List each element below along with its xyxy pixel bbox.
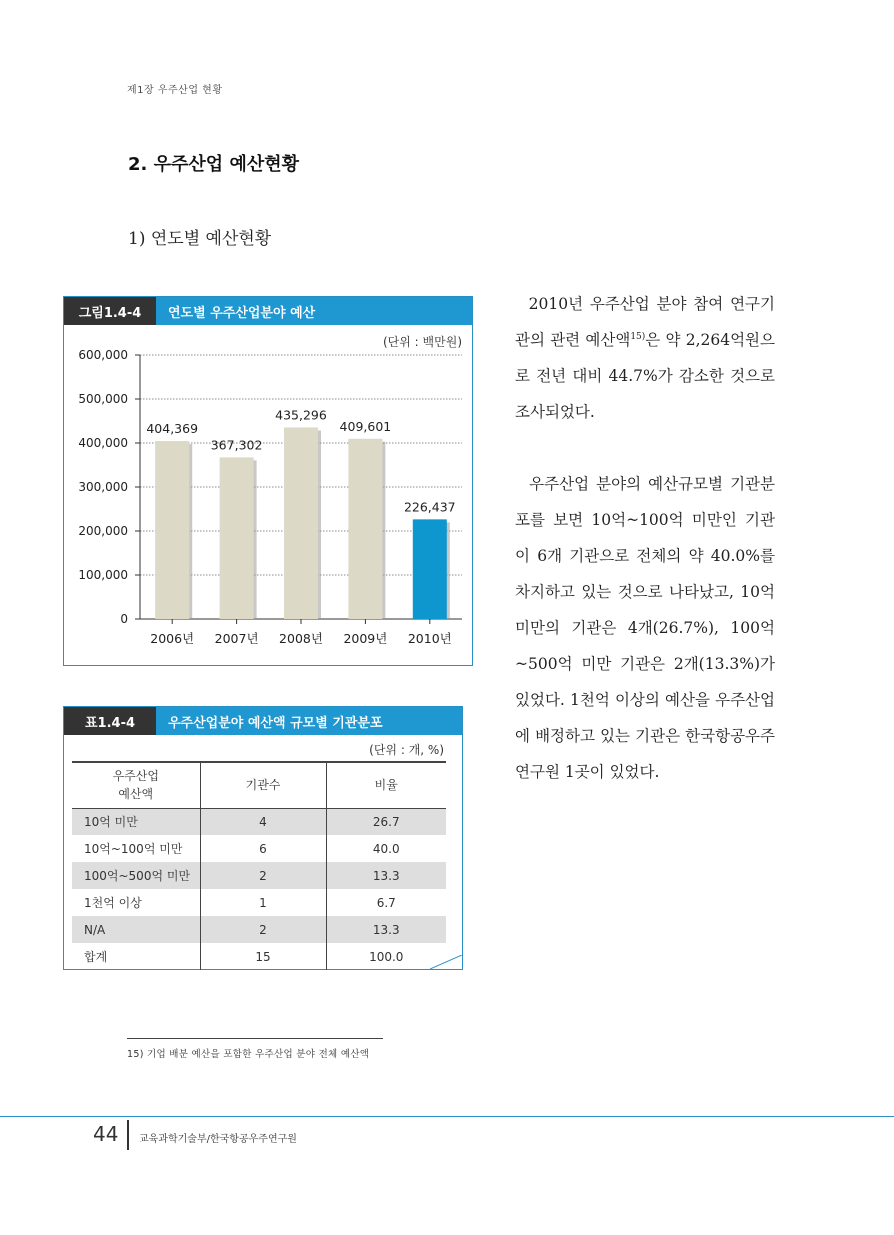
header-budget-line1: 우주산업 xyxy=(112,769,159,784)
y-tick-label: 100,000 xyxy=(78,568,128,582)
header-ratio: 비율 xyxy=(326,762,446,808)
footnote: 15) 기업 배분 예산을 포함한 우주산업 분야 전체 예산액 xyxy=(127,1049,370,1060)
footer-rule xyxy=(0,1116,894,1117)
body-paragraph-2 xyxy=(515,466,775,790)
footer-divider xyxy=(127,1120,129,1150)
table-total-row xyxy=(72,943,446,970)
bar xyxy=(348,439,382,619)
row-count: 2 xyxy=(200,862,326,889)
footnote-ref[interactable]: 15) xyxy=(630,332,646,342)
row-label: N/A xyxy=(72,916,200,943)
figure-title: 연도별 우주산업분야 예산 xyxy=(156,297,472,325)
table-row xyxy=(72,808,446,835)
footnote-rule xyxy=(127,1038,383,1039)
bar-value-label: 367,302 xyxy=(210,437,263,453)
chapter-header: 제1장 우주산업 현황 xyxy=(127,85,223,96)
subsection-title: 1) 연도별 예산현황 xyxy=(128,229,272,249)
table-row xyxy=(72,916,446,943)
y-tick-label: 600,000 xyxy=(78,348,128,362)
bar-value-label: 435,296 xyxy=(275,407,327,423)
row-count: 6 xyxy=(200,835,326,862)
row-ratio: 40.0 xyxy=(372,841,400,856)
table-corner-notch xyxy=(430,955,462,969)
table-unit: (단위 : 개, %) xyxy=(369,743,444,757)
y-tick-label: 300,000 xyxy=(78,480,128,494)
distribution-table xyxy=(72,761,446,970)
row-label: 10억~100억 미만 xyxy=(72,835,200,862)
header-budget-line2: 예산액 xyxy=(118,787,154,802)
section-title: 2. 우주산업 예산현황 xyxy=(128,154,299,175)
figure-unit: (단위 : 백만원) xyxy=(383,335,462,349)
footer-org: 교육과학기술부/한국항공우주연구원 xyxy=(139,1134,297,1145)
table-number: 표1.4-4 xyxy=(64,707,156,735)
y-tick-label: 500,000 xyxy=(78,392,128,406)
budget-chart-figure xyxy=(63,296,473,666)
y-tick-label: 0 xyxy=(120,612,128,626)
row-count: 4 xyxy=(200,808,326,835)
y-tick-label: 200,000 xyxy=(78,524,128,538)
row-ratio: 100.0 xyxy=(369,949,404,964)
row-ratio: 13.3 xyxy=(326,862,446,889)
x-tick-label: 2008년 xyxy=(279,631,323,646)
header-budget xyxy=(72,762,200,808)
body-paragraph-1 xyxy=(515,286,775,430)
row-label: 합계 xyxy=(72,943,200,970)
table-header-row xyxy=(72,762,446,808)
x-tick-label: 2006년 xyxy=(150,631,195,646)
row-count: 15 xyxy=(200,943,326,970)
row-label: 100억~500억 미만 xyxy=(72,862,200,889)
page-number: 44 xyxy=(93,1122,119,1146)
y-tick-label: 400,000 xyxy=(78,436,128,450)
bar xyxy=(413,519,447,619)
bar xyxy=(284,427,318,619)
table-title: 우주산업분야 예산액 규모별 기관분포 xyxy=(156,707,462,735)
body-paragraph-1-part-a: 2010년 우주산업 분야 참여 연구기관의 관련 예산액 xyxy=(515,295,775,349)
body-paragraph-2-text: 우주산업 분야의 예산규모별 기관분포를 보면 10억~100억 미만인 기관이 6개 기관으로 전체의 약 40.0%를 차지하고 있는 것으로 나타났고, 10억 미만의 기관은 4개(26.7%), 100억~500억 미만 기관은 2개(13.3%)가 있었다. 1천억 이상의 예산을 우주산업에 배정하고 있는 기관은 한국항공우주연구원 1곳이 있었다. xyxy=(515,475,775,781)
body-paragraph-1-part-b: 은 약 2,264억원으로 전년 대비 44.7%가 감소한 것으로 조사되었다. xyxy=(515,331,776,421)
x-tick-label: 2010년 xyxy=(407,631,452,646)
row-label: 1천억 이상 xyxy=(72,889,200,916)
bar xyxy=(220,457,254,619)
row-ratio: 13.3 xyxy=(326,916,446,943)
bar-value-label: 226,437 xyxy=(403,499,456,515)
figure-number: 그림1.4-4 xyxy=(64,297,156,325)
distribution-table-box xyxy=(63,706,463,970)
header-count: 기관수 xyxy=(200,762,326,808)
table-row xyxy=(72,862,446,889)
row-ratio: 6.7 xyxy=(376,895,396,910)
row-count: 2 xyxy=(200,916,326,943)
bar-value-label: 404,369 xyxy=(146,421,199,437)
x-tick-label: 2007년 xyxy=(214,631,259,646)
bar-chart xyxy=(64,297,474,667)
table-row xyxy=(72,835,446,862)
table-row xyxy=(72,889,446,916)
x-tick-label: 2009년 xyxy=(343,631,388,646)
bar-value-label: 409,601 xyxy=(339,418,392,434)
row-count: 1 xyxy=(200,889,326,916)
row-ratio: 26.7 xyxy=(326,808,446,835)
bar xyxy=(155,441,189,619)
row-label: 10억 미만 xyxy=(72,808,200,835)
